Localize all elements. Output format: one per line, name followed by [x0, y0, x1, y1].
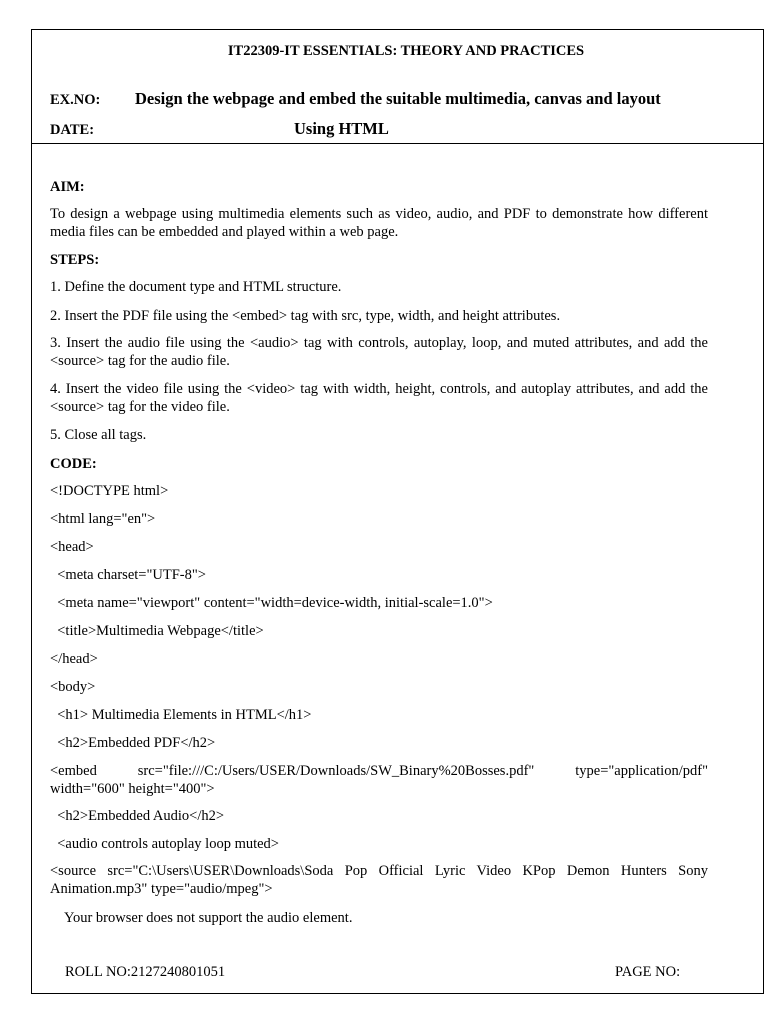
aim-heading: AIM: — [50, 179, 85, 195]
steps-heading: STEPS: — [50, 252, 100, 268]
code-line: <!DOCTYPE html> — [50, 483, 169, 499]
code-line: <head> — [50, 539, 94, 555]
code-line: <meta name="viewport" content="width=device-width, initial-scale=1.0"> — [50, 595, 493, 611]
code-line: <h1> Multimedia Elements in HTML</h1> — [50, 707, 312, 723]
aim-text: To design a webpage using multimedia elements such as video, audio, and PDF to demonstrate how different media files can be embedded and played within a web page. — [50, 206, 708, 240]
code-line: <meta charset="UTF-8"> — [50, 567, 206, 583]
code-line: <source src="C:\Users\USER\Downloads\Soda Pop Official Lyric Video KPop Demon Hunters Sony Animation.mp3" type="audio/mpeg"> — [50, 863, 708, 897]
code-line: <html lang="en"> — [50, 511, 156, 527]
code-line: <embed src="file:///C:/Users/USER/Downloads/SW_Binary%20Bosses.pdf" type="application/pdf" width="600" height="400"> — [50, 763, 708, 797]
code-line: <h2>Embedded PDF</h2> — [50, 735, 216, 751]
code-line: Your browser does not support the audio element. — [50, 910, 353, 926]
code-heading: CODE: — [50, 456, 97, 472]
exercise-title-line2: Using HTML — [294, 119, 389, 138]
course-title: IT22309-IT ESSENTIALS: THEORY AND PRACTICES — [227, 43, 585, 59]
step-item: 5. Close all tags. — [50, 427, 147, 443]
code-line: <title>Multimedia Webpage</title> — [50, 623, 264, 639]
code-line: <body> — [50, 679, 96, 695]
exercise-title-line1: Design the webpage and embed the suitable multimedia, canvas and layout — [135, 89, 661, 108]
code-line: </head> — [50, 651, 98, 667]
date-label: DATE: — [50, 122, 95, 138]
step-item: 3. Insert the audio file using the <audio> tag with controls, autoplay, loop, and muted attributes, and add the <source> tag for the audio file. — [50, 335, 708, 369]
roll-number: ROLL NO:2127240801051 — [65, 964, 226, 980]
step-item: 2. Insert the PDF file using the <embed> tag with src, type, width, and height attributes. — [50, 308, 561, 324]
header-divider — [31, 143, 764, 144]
code-line: <h2>Embedded Audio</h2> — [50, 808, 225, 824]
step-item: 1. Define the document type and HTML structure. — [50, 279, 342, 295]
step-item: 4. Insert the video file using the <video> tag with width, height, controls, and autoplay attributes, and add the <source> tag for the video file. — [50, 381, 708, 415]
exno-label: EX.NO: — [50, 92, 101, 108]
code-line: <audio controls autoplay loop muted> — [50, 836, 279, 852]
page-number: PAGE NO: — [615, 964, 681, 980]
